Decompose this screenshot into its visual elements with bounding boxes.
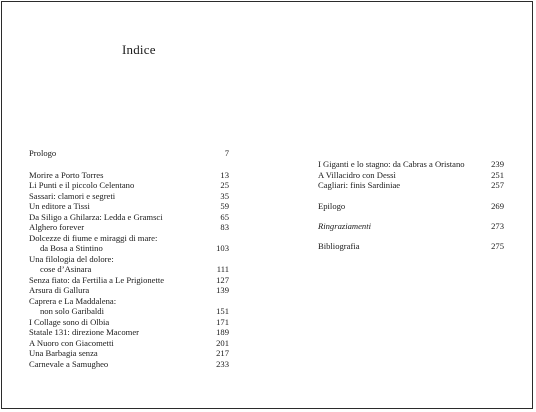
toc-entry [318,159,504,170]
entry-title: Senza fiato: da Fertilia a Le Prigionette [29,274,165,285]
entry-title: Un editore a Tissi [29,201,90,211]
entry-page: 83 [220,222,229,232]
entry-title: I Collage sono di Olbia [29,316,110,327]
entry-page: 269 [491,200,504,211]
toc-entry [29,170,229,181]
toc-entry [29,348,229,359]
toc-entry-continuation [29,264,229,275]
entry-page: 139 [216,285,229,295]
entry-page: 103 [216,243,229,253]
entry-title: Alghero forever [29,222,85,232]
toc-left-column [29,148,229,369]
toc-right-column [318,159,504,251]
toc-entry [29,201,229,212]
index-title: Indice [122,42,156,57]
entry-title: A Villacidro con Dessì [318,169,396,180]
toc-entry [318,170,504,181]
entry-page: 257 [491,180,504,190]
entry-page: 7 [224,148,229,158]
toc-entry [29,327,229,338]
entry-page: 275 [491,240,504,251]
toc-entry [318,241,504,252]
entry-title: Carnevale a Samugheo [29,358,109,369]
entry-page: 273 [491,221,504,231]
entry-title: cose d’Asinara [40,264,92,274]
toc-entry [29,317,229,328]
toc-entry [29,296,229,307]
entry-page: 217 [216,348,229,358]
entry-title: Bibliografia [318,240,360,251]
entry-title: non solo Garibaldi [40,306,104,316]
entry-title: Ringraziamenti [318,221,371,231]
entry-title: Da Siligo a Ghilarza: Ledda e Gramsci [29,211,163,222]
entry-title: A Nuoro con Giacometti [29,337,114,348]
entry-title: Epilogo [318,200,346,211]
entry-title: Morire a Porto Torres [29,169,104,180]
toc-entry-continuation [29,243,229,254]
entry-page: 233 [216,358,229,369]
index-spread [1,1,533,409]
entry-title: Una Barbagia senza [29,348,98,358]
entry-page: 127 [216,274,229,285]
entry-page: 239 [491,159,504,169]
toc-entry [29,212,229,223]
toc-entry [29,275,229,286]
entry-page: 65 [220,211,229,222]
entry-page: 111 [216,264,229,274]
entry-page: 151 [216,306,229,316]
toc-entry-continuation [29,306,229,317]
entry-title: Caprera e La Maddalena: [29,295,117,306]
entry-title: Sassari: clamori e segreti [29,190,116,201]
entry-title: I Giganti e lo stagno: da Cabras a Oristano [318,159,465,169]
entry-page: 35 [220,190,229,201]
entry-title: Prologo [29,148,57,158]
entry-title: Dolcezze di fiume e miraggi di mare: [29,232,158,243]
entry-title: Li Punti e il piccolo Celentano [29,180,135,190]
toc-entry [29,338,229,349]
entry-page: 171 [216,316,229,327]
entry-page: 59 [220,201,229,211]
entry-title: Una filologia del dolore: [29,253,114,264]
toc-entry [29,233,229,244]
toc-entry [29,180,229,191]
toc-entry [29,285,229,296]
entry-page: 189 [216,327,229,337]
toc-entry [29,254,229,265]
entry-title: da Bosa a Stintino [40,243,103,253]
entry-title: Statale 131: direzione Macomer [29,327,140,337]
entry-page: 13 [220,169,229,180]
toc-entry [29,359,229,370]
entry-title: Arsura di Gallura [29,285,90,295]
entry-page: 251 [491,169,504,180]
entry-page: 201 [216,337,229,348]
toc-entry [29,222,229,233]
toc-entry [29,191,229,202]
toc-entry [29,148,229,159]
entry-title: Cagliari: finis Sardiniae [318,180,401,190]
toc-entry [318,201,504,212]
toc-entry [318,180,504,191]
entry-page: 25 [220,180,229,190]
toc-entry [318,221,504,232]
